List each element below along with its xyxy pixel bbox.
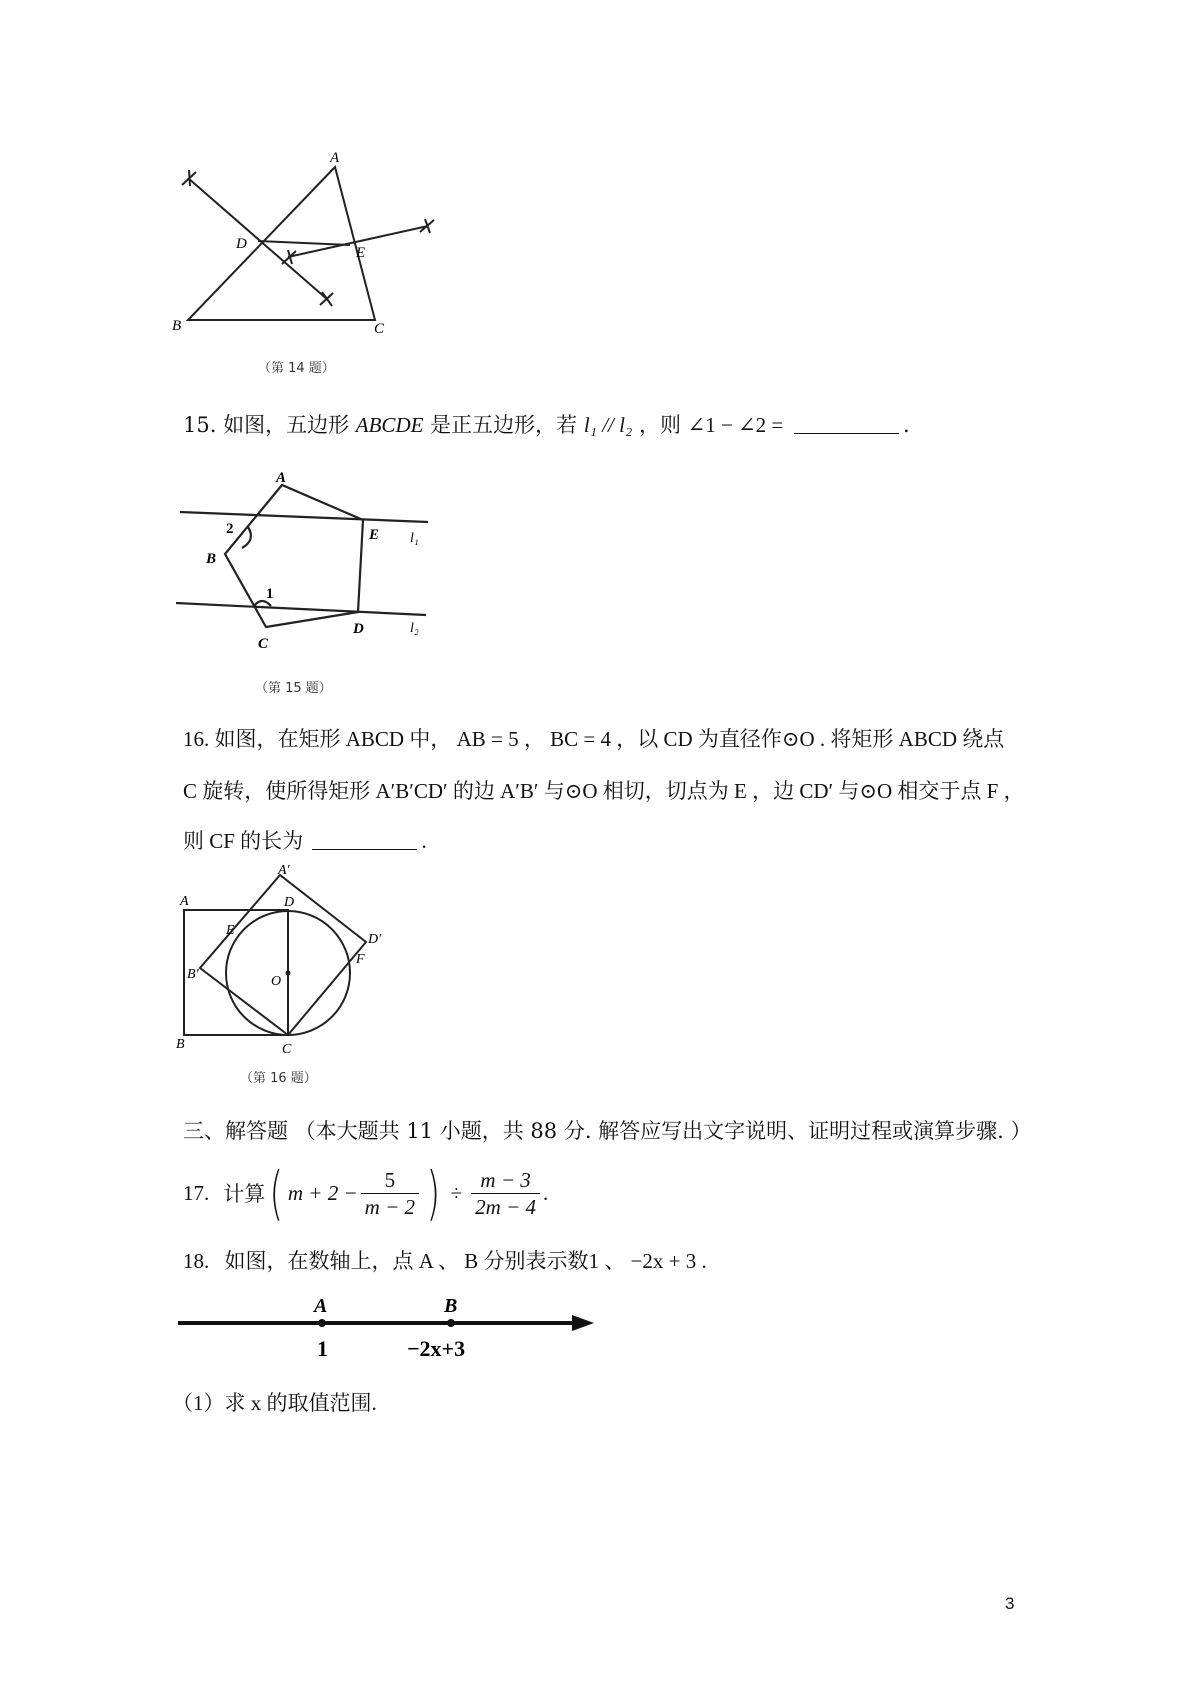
q17-frac2-denominator: 2m − 4: [475, 1194, 537, 1219]
q15-text-e: ，则: [638, 413, 681, 437]
fig15-label-b: B: [206, 551, 217, 567]
fig14-caption: （第 14 题）: [258, 361, 335, 376]
q15-parallel: l₁ // l₂: [583, 413, 633, 437]
q16-line-1: [183, 724, 1004, 754]
q16-line-3: [183, 826, 427, 856]
fig16-caption: （第 16 题）: [240, 1071, 317, 1086]
point-a: [318, 1319, 326, 1327]
fig16-label-a: A: [180, 894, 189, 909]
numline-label-a: A: [314, 1295, 328, 1317]
fig16-label-o: O: [271, 974, 282, 989]
fig15-angle-2: 2: [226, 521, 234, 537]
fig16-label-d-prime: D′: [368, 932, 382, 947]
line-l2: [176, 603, 426, 615]
number-line-figure: [170, 1290, 610, 1370]
q17-fraction-2: [471, 1167, 540, 1220]
section-3-heading: [183, 1116, 1032, 1146]
fig16-label-b: B: [176, 1037, 185, 1052]
fig14-label-a: A: [330, 150, 340, 166]
fig16-label-d: D: [284, 895, 295, 910]
fig14-label-e: E: [356, 245, 366, 261]
point-b: [447, 1319, 455, 1327]
rectangle-a2b2cd2: [200, 875, 366, 1035]
q17-number: 17.: [183, 1180, 210, 1205]
fig14-label-c: C: [374, 321, 385, 337]
q17-right-paren: ): [426, 1159, 441, 1227]
figure-16: [170, 860, 410, 1095]
line-l1: [180, 512, 428, 522]
q15-number: 15.: [183, 413, 217, 437]
q17-frac2-numerator: m − 3: [471, 1167, 540, 1194]
segment-de: [258, 241, 350, 245]
fig15-caption: （第 15 题）: [255, 681, 332, 696]
q17-label: 计算: [223, 1182, 266, 1206]
q16-text-3: 则 CF 的长为: [183, 829, 304, 853]
q15-period: .: [902, 413, 910, 437]
q15-pentagon-name: ABCDE: [355, 413, 424, 437]
question-18: [183, 1246, 707, 1276]
q15-answer-blank[interactable]: [794, 413, 899, 434]
question-17: [183, 1160, 548, 1226]
q18-text: 如图，在数轴上，点 A 、 B 分别表示数1 、 −2x + 3 .: [224, 1249, 707, 1273]
fig14-label-b: B: [172, 318, 182, 334]
q15-angle-expr: ∠1 − ∠2 =: [687, 413, 784, 437]
fig15-label-d: D: [353, 621, 364, 637]
question-15: [183, 410, 910, 440]
q17-fraction-1: [361, 1167, 419, 1220]
q18-part-1: [172, 1388, 377, 1418]
q16-number: 16.: [183, 727, 210, 751]
fig15-label-c: C: [258, 636, 269, 652]
fig15-label-l2: l₂: [410, 621, 419, 636]
q16-answer-blank[interactable]: [312, 829, 417, 850]
q17-term: m + 2 −: [287, 1180, 358, 1205]
numline-value-a: 1: [317, 1336, 328, 1361]
q17-frac1-denominator: m − 2: [364, 1194, 415, 1219]
fig16-label-e: E: [226, 923, 235, 938]
q16-line-2: [183, 776, 1025, 806]
fig15-angle-1: 1: [266, 586, 274, 602]
q15-text-c: 是正五边形，若: [430, 413, 578, 437]
q17-frac1-numerator: 5: [361, 1167, 419, 1194]
fig16-label-b-prime: B′: [187, 967, 199, 982]
q15-text-a: 如图，五边形: [223, 413, 350, 437]
numline-value-b: −2x+3: [407, 1336, 466, 1361]
q17-left-paren: (: [269, 1159, 284, 1227]
section-3-text: 三、解答题 （本大题共 11 小题，共 88 分. 解答应写出文字说明、证明过程或演算步骤. ）: [183, 1119, 1032, 1143]
fig15-label-a: A: [276, 470, 287, 486]
page-number: 3: [1005, 1594, 1015, 1613]
fig16-label-a-prime: A′: [278, 863, 290, 878]
q18-part-1-text: （1）求 x 的取值范围.: [172, 1391, 377, 1415]
fig14-label-d: D: [236, 236, 247, 252]
q16-text-1: 如图，在矩形 ABCD 中， AB = 5 ， BC = 4 ，以 CD 为直径作⊙O . 将矩形 ABCD 绕点: [214, 727, 1005, 751]
fig16-label-f: F: [356, 952, 365, 967]
fig15-label-l1: l₁: [410, 531, 419, 546]
q17-period: .: [543, 1180, 549, 1205]
fig15-label-e: E: [369, 527, 380, 543]
q16-period: .: [421, 829, 427, 853]
arrow-right-icon: [572, 1315, 594, 1331]
figure-15: [170, 470, 460, 700]
rectangle-abcd: [184, 910, 288, 1035]
fig16-label-c: C: [282, 1042, 292, 1057]
q17-divide: ÷: [450, 1180, 463, 1205]
figure-14: [170, 140, 450, 385]
q16-text-2: C 旋转，使所得矩形 A′B′CD′ 的边 A′B′ 与⊙O 相切，切点为 E ，边 CD′ 与⊙O 相交于点 F ，: [183, 779, 1025, 803]
numline-label-b: B: [444, 1295, 458, 1317]
q18-number: 18.: [183, 1249, 210, 1273]
